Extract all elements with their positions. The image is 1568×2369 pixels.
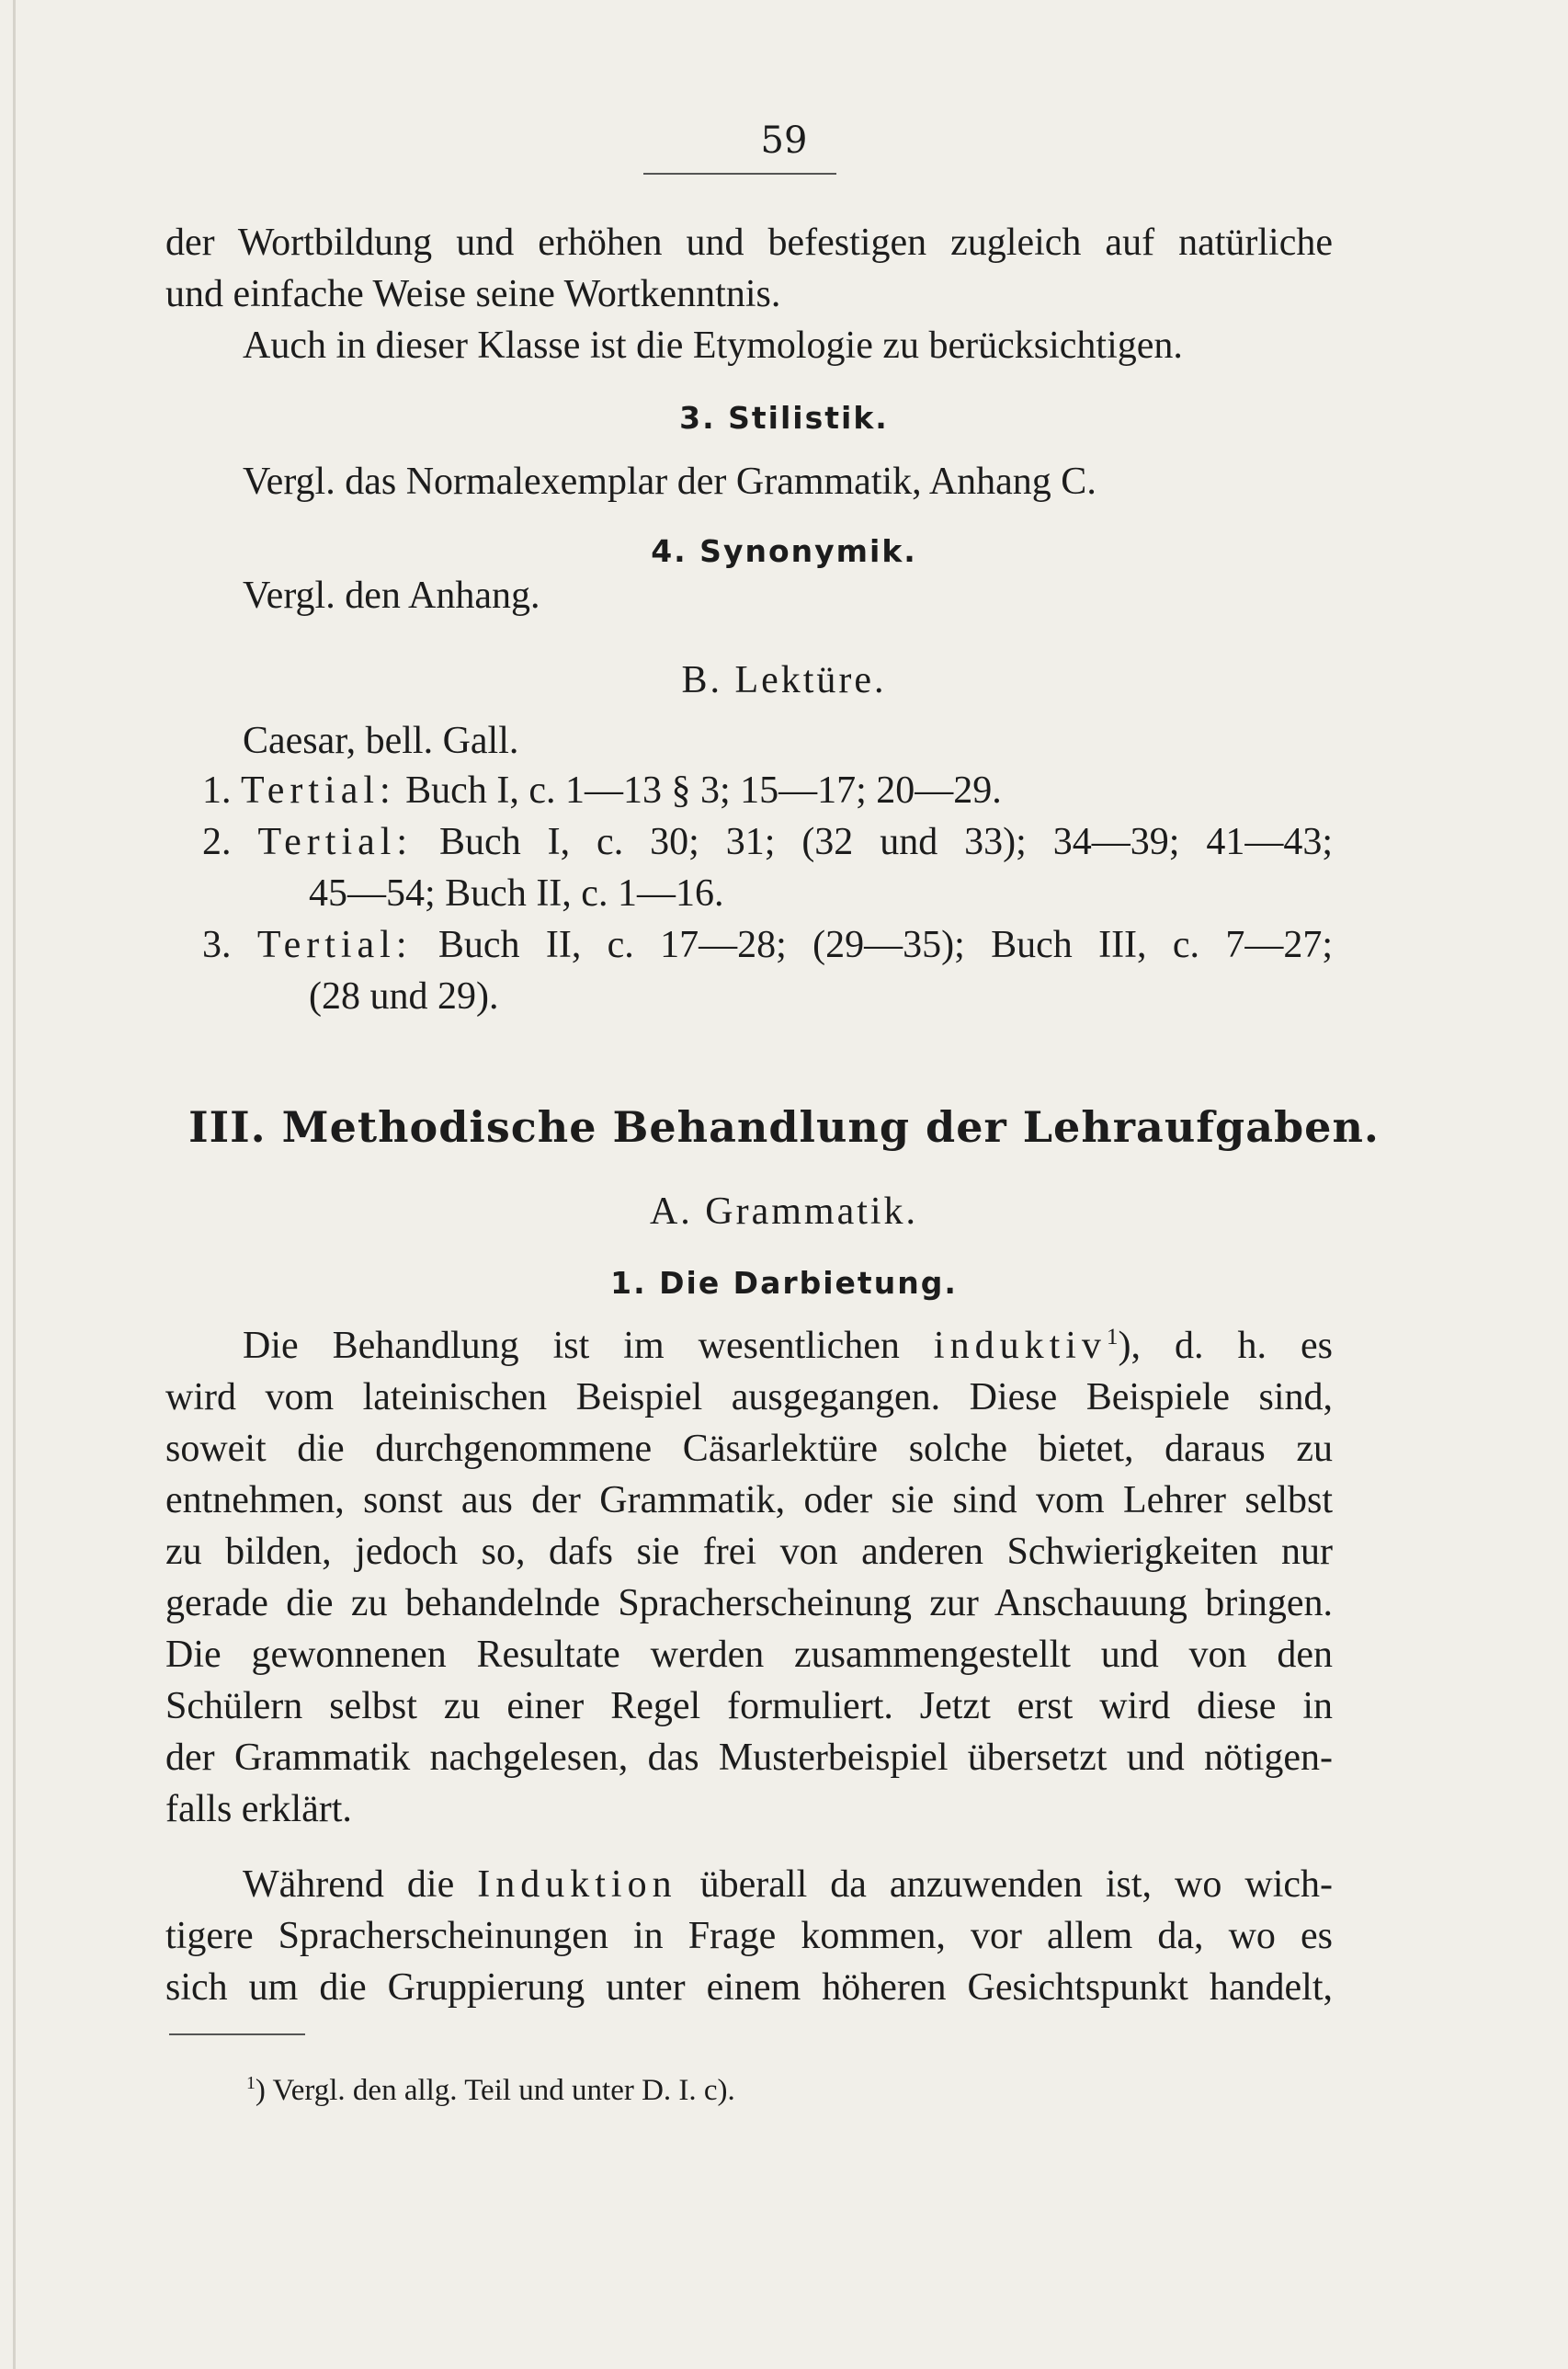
tertial-number: 3. [202,924,232,966]
tertial-1 [202,765,1333,816]
text-line: falls erklärt. [165,1788,352,1830]
page-edge [13,0,16,2369]
text-line: soweit die durchgenommene Cäsarlektüre solche bietet, daraus zu [165,1428,1333,1470]
page-number: 59 [760,120,808,162]
text-line: wird vom lateinischen Beispiel ausgegangen. Diese Beispiele sind, [165,1376,1333,1418]
footnote-mark: 1 [246,2073,256,2093]
tertial-text: Buch I, c. 1—13 § 3; 15—17; 20—29. [405,769,1002,812]
text-line: Die Behandlung ist im wesentlichen induktiv$^1$), d. h. es [243,1325,1333,1367]
spaced-term: Induktion [477,1863,677,1906]
text-line: der Grammatik nachgelesen, das Musterbeispiel übersetzt und nötigen- [165,1737,1333,1779]
footnote-ref: 1 [1106,1325,1119,1350]
tertial-text: Buch I, c. 30; 31; (32 und 33); 34—39; 41—43; [439,821,1334,863]
tertial-2 [202,816,1333,868]
text-line: Caesar, bell. Gall. [243,720,519,762]
text-line: zu bilden, jedoch so, dafs sie frei von anderen Schwierigkeiten nur [165,1531,1333,1573]
text-line: der Wortbildung und erhöhen und befestigen zugleich auf natürliche [165,222,1333,264]
text-line: Schülern selbst zu einer Regel formuliert. Jetzt erst wird diese in [165,1685,1333,1727]
section-heading-synonymik: 4. Synonymik. [651,533,917,569]
tertial-label: Tertial: [257,821,414,863]
text-line: Vergl. den Anhang. [243,575,540,617]
text-line: und einfache Weise seine Wortkenntnis. [165,273,781,315]
text-line: (28 und 29). [309,975,499,1018]
text-line: sich um die Gruppierung unter einem höheren Gesichtspunkt handelt, [165,1966,1333,2009]
tertial-label: Tertial: [241,769,396,812]
spaced-term: induktiv [933,1325,1107,1367]
header-rule [643,173,836,175]
section-heading-lektuere: B. Lektüre. [681,659,887,701]
chapter-heading: III. Methodische Behandlung der Lehraufgaben. [188,1102,1380,1152]
text-line: 45—54; Buch II, c. 1—16. [309,872,724,915]
text-line: tigere Spracherscheinungen in Frage kommen, vor allem da, wo es [165,1915,1333,1957]
tertial-3 [202,919,1333,971]
tertial-text: Buch II, c. 17—28; (29—35); Buch III, c. 7—27; [437,924,1334,966]
text-line: entnehmen, sonst aus der Grammatik, oder sie sind vom Lehrer selbst [165,1479,1333,1521]
text-line: Auch in dieser Klasse ist die Etymologie zu berücksichtigen. [243,325,1183,367]
tertial-number: 1. [202,769,232,812]
text-line: Vergl. das Normalexemplar der Grammatik, Anhang C. [243,461,1096,503]
tertial-number: 2. [202,821,232,863]
text-line: Die gewonnenen Resultate werden zusammengestellt und von den [165,1634,1333,1676]
section-heading-grammatik: A. Grammatik. [649,1190,919,1233]
tertial-label: Tertial: [256,924,413,966]
section-heading-stilistik: 3. Stilistik. [679,400,889,436]
text-line: gerade die zu behandelnde Spracherscheinung zur Anschauung bringen. [165,1582,1333,1624]
text-line: Während die Induktion überall da anzuwenden ist, wo wich- [243,1863,1334,1906]
footnote: $^1$) Vergl. den allg. Teil und unter D. I. c). [246,2073,735,2107]
footnote-rule [169,2033,305,2035]
subsection-heading: 1. Die Darbietung. [610,1265,958,1301]
